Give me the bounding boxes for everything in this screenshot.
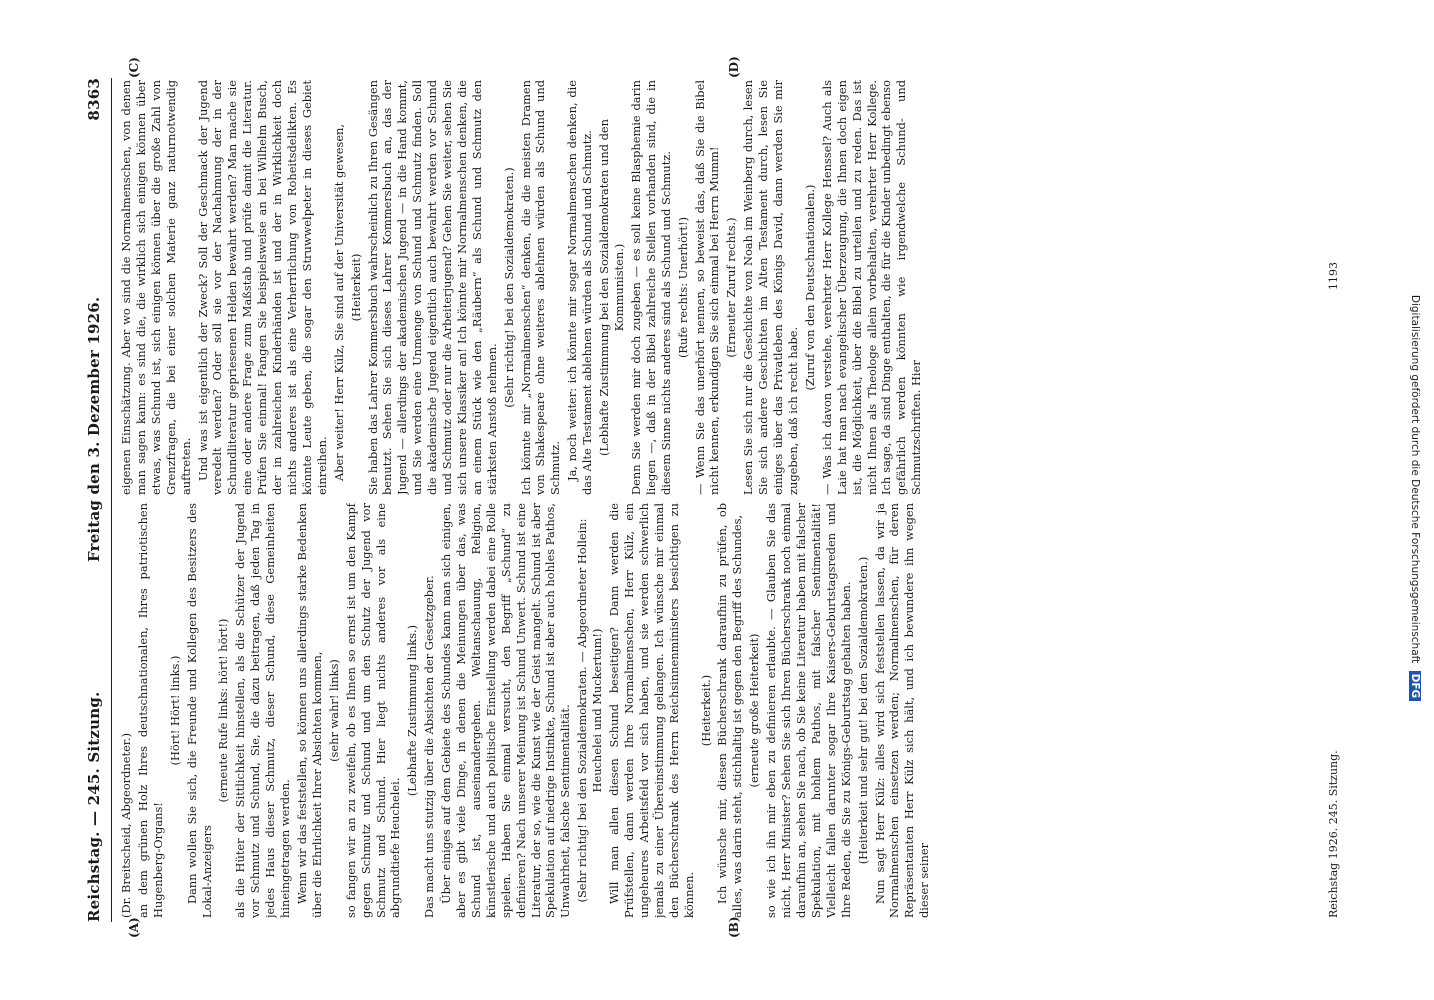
footer-signature: Reichstag 1926. 245. Sitzung. — [1327, 750, 1340, 918]
paragraph: Denn Sie werden mir doch zugeben — es soll keine Blasphemie darin liegen —, daß in der Bibel zahlreiche Stellen vorhanden sind, die in diesem Sinne nichts anderes sind als Schund und Schmutz. — [628, 80, 673, 495]
interjection: (Heiterkeit.) — [698, 674, 713, 747]
interjection: (Rufe rechts: Unerhört!) — [675, 216, 690, 359]
paragraph: Wenn wir das feststellen, so können uns allerdings starke Bedenken über die Ehrlichkeit Ihrer Absichten kommen, — [294, 503, 324, 918]
paragraph: Lesen Sie sich nur die Geschichte von Noah im Weinberg durch, lesen Sie sich andere Geschichten im Alten Testament durch, lesen Sie einiges über das Privatleben des Königs David, dann werden Sie mir zugeben, daß ich recht habe. — [741, 80, 800, 495]
paragraph: Ja, noch weiter: ich könnte mir sogar Normalmenschen denken, die das Alte Testament ablehnen würden als Schund und Schmutz. — [565, 80, 595, 495]
paragraph: so wie ich ihn mir eben zu definieren erlaubte. — Glauben Sie das nicht, Herr Minister? Sehen Sie sich Ihren Bücherschrank noch einmal daraufhin an, sehen Sie nach, ob Sie keine Literatur haben mit falscher Spekulation, mit hohlem Pathos, mit falscher Sentimentalität! Vielleicht fallen darunter sogar Ihre Kaisers-Geburtstagsreden und Ihre Reden, die Sie zu Königs-Geburtstag gehalten haben. — [764, 503, 853, 918]
interjection: (Sehr richtig! bei den Sozialdemokraten. — Abgeordneter Hollein: Heuchelei und Muckertum!) — [575, 518, 605, 903]
paragraph: so fangen wir an zu zweifeln, ob es Ihnen so ernst ist um den Kampf gegen Schmutz und Schund und um den Schutz der Jugend vor Schmutz und Schund. Hier liegt nichts anderes vor als eine abgrundtiefe Heuchelei. — [343, 503, 403, 918]
dfg-logo: DFG — [1409, 671, 1421, 702]
interjection: (erneute Rufe links: hört! hört!) — [216, 618, 231, 803]
paragraph: Will man allen diesen Schund beseitigen? Dann werden die Prüfstellen, dann werden Ihre Normalmenschen, Herr Külz, ein ungeheures Arbeitsfeld vor sich haben, und sie werden schwerlich jemals zu einer Übereinstimmung gelangen. Ich wünsche mir einmal den Bücherschrank des Herrn Reichsinnenministers besichtigen zu können. — [607, 503, 696, 918]
interjection: (Zuruf von den Deutschnationalen.) — [802, 184, 817, 391]
interjection: (Lebhafte Zustimmung links.) — [405, 624, 420, 797]
paragraph: — Wenn Sie das unerhört nennen, so beweist das, daß Sie die Bibel nicht kennen, erkundigen Sie sich einmal bei Herrn Mumm! — [692, 80, 722, 495]
interjection: (Heiterkeit) — [348, 253, 363, 322]
digitization-credit — [1405, 10, 1425, 990]
paragraph: an dem grünen Holz Ihres deutschnationalen, Ihres patriotischen Hugenberg-Organs! — [135, 503, 165, 918]
header-date: Freitag den 3. Dezember 1926. — [85, 296, 103, 562]
paragraph: Über einiges auf dem Gebiete des Schundes kann man sich einigen, aber es gibt viele Dinge, in denen die Meinungen über das, was Schund ist, auseinandergehen. Weltanschauung, Religion, künstlerische und auch politische Einstellung werden dabei eine Rolle spielen. Haben Sie einmal versucht, den Begriff „Schund“ zu definieren? Nach unserer Meinung ist Schund Unwert. Schund ist eine Literatur, der so, wie die Kunst wie der Geist mangelt. Schund ist aber Spekulation auf niedrige Instinkte, Schund ist aber auch hohles Pathos, Unwahrheit, falsche Sentimentalität. — [439, 503, 573, 918]
interjection: (sehr wahr! links) — [326, 659, 341, 762]
paragraph: als die Hüter der Sittlichkeit hinstellen, als die Schützer der Jugend vor Schmutz und Schund, Sie, die dazu beitragen, daß jeden Tag in jedes Haus dieser Schmutz, dieser Schund, diese Gemeinheiten hineingetragen werden. — [233, 503, 293, 918]
paragraph: Aber weiter! Herr Külz, Sie sind auf der Universität gewesen, — [331, 123, 346, 481]
credit-text-line — [1409, 8, 1421, 988]
header-session: Reichstag. — 245. Sitzung. — [85, 691, 103, 922]
paragraph: Ich könnte mir „Normalmenschen“ denken, die die meisten Dramen von Shakespeare ohne weiteres ablehnen würden als Schund und Schmutz. — [518, 80, 563, 495]
interjection: (Hört! Hört! links.) — [167, 655, 182, 766]
paragraph: — Was ich davon verstehe, verehrter Herr Kollege Henssel? Auch als Laie hat man nach evangelischer Überzeugung, die Ihnen doch eigen ist, die Möglichkeit, über die Bibel zu urteilen und zu reden. Das ist nicht Ihnen als Theologe allein vorbehalten, verehrter Herr Kollege. Ich sage, da sind Dinge enthalten, die für die Kinder unbedingt ebenso gefährlich werden könnten wie irgendwelche Schund- und Schmutzschriften. Hier — [819, 80, 924, 495]
margin-marker-c: (C) — [127, 57, 141, 78]
header-rule — [111, 78, 112, 922]
interjection: (erneute große Heiterkeit) — [747, 633, 762, 788]
paragraph: Und was ist eigentlich der Zweck? Soll der Geschmack der Jugend veredelt werden? Oder soll sie vor der Nachahmung der in der Schundliteratur gepriesenen Helden bewahrt werden? Man mache sie eine oder andere Frage zum Maßstab und prüfe damit die Literatur. Prüfen Sie einmal! Fangen Sie beispielsweise an bei Wilhelm Busch, der in zahlreichen Kinderhänden ist und der in Wirklichkeit doch nichts anderes ist als eine Verherrlichung von Roheitsdelikten. Es könnte Leute geben, die sogar den Struwwelpeter in dieses Gebiet einreihen. — [195, 80, 329, 495]
paragraph: Sie haben das Lahrer Kommersbuch wahrscheinlich zu Ihren Gesängen benutzt. Sehen Sie sich dieses Lahrer Kommersbuch an, das der Jugend — allerdings der akademischen Jugend — in die Hand kommt, und Sie werden eine Unmenge von Schund und Schmutz finden. Soll die akademische Jugend eigentlich auch bewahrt werden vor Schund und Schmutz oder nur die Arbeiterjugend? Gehen Sie weiter, sehen Sie sich unsere Klassiker an! Ich könnte mir Normalmenschen denken, die an einem Stück wie den „Räubern“ als Schund und Schmutz den stärksten Anstoß nehmen. — [365, 80, 499, 495]
interjection: (Sehr richtig! bei den Sozialdemokraten.) — [501, 167, 516, 408]
margin-marker-a: (A) — [127, 917, 141, 938]
page-number: 8363 — [85, 78, 103, 121]
interjection: (Lebhafte Zustimmung bei den Sozialdemokraten und den Kommunisten.) — [597, 119, 626, 456]
paragraph: Dann wollen Sie sich, die Freunde und Kollegen des Besitzers des Lokal-Anzeigers — [184, 503, 214, 918]
margin-marker-d: (D) — [727, 56, 741, 78]
paragraph: eigenen Einschätzung. Aber wo sind die Normalmenschen, von denen man sagen kann: es sind die, die wirklich sich einigen können über etwas, was Schund ist, sich einigen können über die große Zahl von Grenzfragen, die bei einer solchen Materie ganz naturnotwendig auftreten. — [119, 80, 193, 495]
credit-text: Digitalisierung gefördert durch die Deutsche Forschungsgemeinschaft — [1409, 294, 1421, 664]
footer-sheet-number: 1193 — [1327, 262, 1340, 290]
paragraph: Ich wünsche mir, diesen Bücherschrank daraufhin zu prüfen, ob alles, was darin steht, stichhaltig ist gegen den Begriff des Schundes, — [715, 503, 745, 918]
interjection: (Heiterkeit und sehr gut! bei den Sozialdemokraten.) — [855, 556, 870, 865]
interjection: (Erneuter Zuruf rechts.) — [724, 217, 739, 358]
paragraph: (Dr. Breitscheid, Abgeordneter.) — [119, 732, 133, 918]
running-head — [85, 78, 109, 922]
paragraph: Das macht uns stutzig über die Absichten der Gesetzgeber. — [422, 575, 437, 918]
text-column-right — [119, 80, 1331, 495]
text-column-left — [119, 503, 1331, 918]
paragraph: Nun sagt Herr Külz: alles wird sich feststellen lassen, da wir ja Normalmenschen einsetzen werden; Normalmenschen, für deren Repräsentanten Herr Külz sich hält, und ich bewundere ihn wegen dieser seiner — [872, 503, 932, 918]
margin-marker-b: (B) — [727, 916, 741, 938]
rotated-page-content — [67, 56, 1367, 940]
